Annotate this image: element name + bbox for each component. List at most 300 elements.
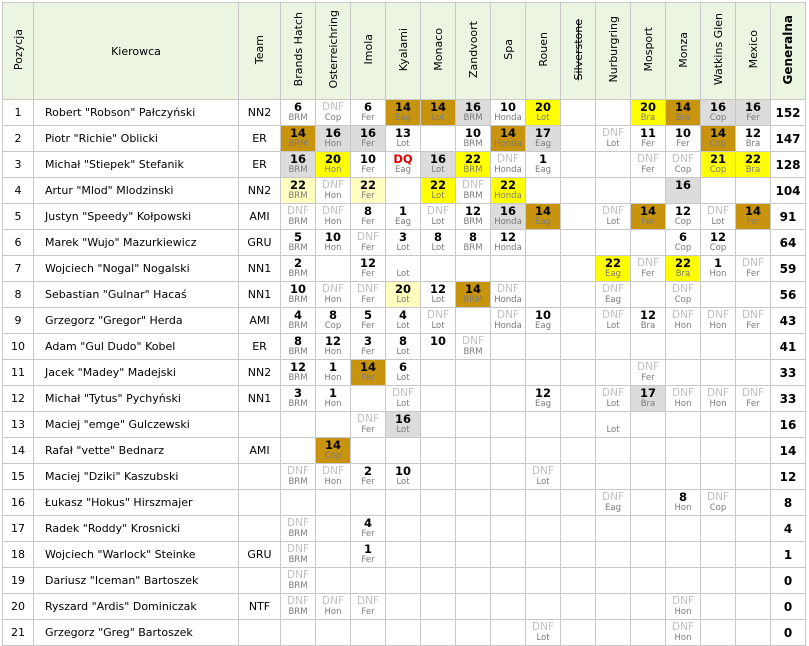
race-result-cell — [386, 412, 421, 438]
race-result-cell — [351, 516, 386, 542]
race-result-cell — [666, 178, 701, 204]
race-result-cell — [631, 204, 666, 230]
table-row — [3, 490, 806, 516]
result-car: BRM — [288, 555, 308, 565]
race-result-cell — [596, 620, 631, 646]
race-result-cell — [456, 386, 491, 412]
race-result-cell — [386, 490, 421, 516]
result-car: Hon — [324, 191, 342, 201]
result-points: 8 — [468, 230, 477, 244]
race-result-cell — [631, 620, 666, 646]
race-result-cell — [316, 308, 351, 334]
result-points: DNF — [322, 101, 344, 113]
race-result-cell — [316, 100, 351, 126]
result-car: Fer — [361, 477, 375, 487]
race-result-cell — [666, 256, 701, 282]
race-result-cell — [281, 386, 316, 412]
total-points-cell: 33 — [771, 386, 806, 412]
race-result-cell — [561, 438, 596, 464]
race-result-cell — [701, 412, 736, 438]
header-race-kyalami: Kyalami — [386, 3, 421, 100]
result-car: Lot — [396, 477, 410, 487]
race-result-cell — [666, 568, 701, 594]
result-points: 8 — [293, 334, 302, 348]
race-result-cell — [561, 620, 596, 646]
result-car: Lot — [711, 217, 725, 227]
result-points: DNF — [637, 361, 659, 373]
result-points: 14 — [674, 100, 691, 114]
race-result-cell — [316, 516, 351, 542]
result-points: DNF — [742, 309, 764, 321]
result-points: 11 — [639, 126, 656, 140]
race-result-cell — [351, 464, 386, 490]
race-result-cell — [701, 620, 736, 646]
result-car: Hon — [674, 399, 692, 409]
race-result-cell — [526, 308, 561, 334]
table-row — [3, 256, 806, 282]
race-result-cell — [701, 516, 736, 542]
race-result-cell — [526, 568, 561, 594]
race-result-cell — [736, 594, 771, 620]
result-points: DNF — [672, 621, 694, 633]
result-points: 20 — [394, 282, 411, 296]
result-car: BRM — [288, 113, 308, 123]
header-row — [3, 3, 806, 100]
result-car: Cop — [709, 165, 727, 175]
position-cell: 11 — [3, 360, 34, 386]
result-car: Bra — [745, 165, 761, 175]
result-points: DNF — [392, 387, 414, 399]
race-result-cell — [456, 542, 491, 568]
result-car: Fer — [361, 269, 375, 279]
team-cell — [239, 490, 281, 516]
race-result-cell — [456, 438, 491, 464]
race-result-cell — [526, 438, 561, 464]
race-result-cell — [736, 308, 771, 334]
race-result-cell — [561, 568, 596, 594]
result-points: 4 — [293, 308, 302, 322]
team-cell: ER — [239, 126, 281, 152]
result-car: Hon — [674, 633, 692, 643]
position-cell: 13 — [3, 412, 34, 438]
race-result-cell — [456, 568, 491, 594]
result-points: DNF — [602, 387, 624, 399]
position-cell: 5 — [3, 204, 34, 230]
race-result-cell — [421, 490, 456, 516]
race-result-cell — [456, 334, 491, 360]
table-row — [3, 204, 806, 230]
race-result-cell — [456, 360, 491, 386]
race-result-cell — [351, 386, 386, 412]
race-result-cell — [736, 360, 771, 386]
result-points: DNF — [707, 309, 729, 321]
driver-name-cell: Artur "Mlod" Mlodzinski — [34, 178, 239, 204]
race-result-cell — [526, 594, 561, 620]
race-result-cell — [736, 438, 771, 464]
table-row — [3, 126, 806, 152]
race-result-cell — [351, 100, 386, 126]
race-result-cell — [351, 490, 386, 516]
result-car: Bra — [640, 113, 656, 123]
result-car: Bra — [675, 269, 691, 279]
result-car: Cop — [674, 165, 692, 175]
position-cell: 4 — [3, 178, 34, 204]
race-result-cell — [351, 542, 386, 568]
result-points: 14 — [744, 204, 761, 218]
result-points: DNF — [497, 309, 519, 321]
race-result-cell — [736, 178, 771, 204]
result-car: Eag — [605, 269, 621, 279]
result-car: Lot — [396, 373, 410, 383]
driver-name-cell: Justyn "Speedy" Kołpowski — [34, 204, 239, 230]
race-result-cell — [421, 438, 456, 464]
result-points: DNF — [322, 283, 344, 295]
result-car: Cop — [674, 217, 692, 227]
race-result-cell — [281, 412, 316, 438]
race-result-cell — [351, 282, 386, 308]
table-row — [3, 438, 806, 464]
position-cell: 14 — [3, 438, 34, 464]
race-result-cell — [631, 438, 666, 464]
result-points: 8 — [678, 490, 687, 504]
table-row — [3, 230, 806, 256]
result-car: BRM — [463, 165, 483, 175]
race-result-cell — [491, 282, 526, 308]
result-car: Eag — [535, 321, 551, 331]
race-result-cell — [386, 126, 421, 152]
result-points: 8 — [328, 308, 337, 322]
header-race-brands-hatch: Brands Hatch — [281, 3, 316, 100]
race-result-cell — [386, 204, 421, 230]
result-points: 12 — [639, 308, 656, 322]
result-points: DNF — [742, 257, 764, 269]
race-result-cell — [561, 464, 596, 490]
result-car: BRM — [288, 477, 308, 487]
result-points: 12 — [289, 360, 306, 374]
result-points: DNF — [322, 465, 344, 477]
race-result-cell — [561, 412, 596, 438]
race-result-cell — [526, 542, 561, 568]
race-result-cell — [701, 230, 736, 256]
race-result-cell — [316, 230, 351, 256]
header-race-spa: Spa — [491, 3, 526, 100]
race-result-cell — [386, 178, 421, 204]
race-result-cell — [491, 516, 526, 542]
result-car: Hon — [709, 321, 727, 331]
race-result-cell — [281, 126, 316, 152]
race-result-cell — [736, 516, 771, 542]
result-points: 14 — [289, 126, 306, 140]
result-points: DNF — [287, 517, 309, 529]
position-cell: 18 — [3, 542, 34, 568]
result-car: Cop — [709, 243, 727, 253]
result-points: DNF — [287, 569, 309, 581]
table-row — [3, 334, 806, 360]
result-car: Fer — [361, 113, 375, 123]
header-race-nurburgring: Nurburgring — [596, 3, 631, 100]
table-row — [3, 100, 806, 126]
race-result-cell — [351, 360, 386, 386]
driver-name-cell: Piotr "Richie" Oblicki — [34, 126, 239, 152]
race-result-cell — [456, 152, 491, 178]
race-result-cell — [491, 204, 526, 230]
result-points: DNF — [322, 595, 344, 607]
race-result-cell — [526, 490, 561, 516]
result-car: Eag — [535, 139, 551, 149]
result-points: 16 — [289, 152, 306, 166]
driver-name-cell: Adam "Gul Dudo" Kobel — [34, 334, 239, 360]
race-result-cell — [526, 204, 561, 230]
standings-table — [2, 2, 806, 646]
result-car: Honda — [494, 113, 522, 123]
position-cell: 20 — [3, 594, 34, 620]
race-result-cell — [456, 464, 491, 490]
race-result-cell — [281, 308, 316, 334]
result-points: DNF — [357, 283, 379, 295]
race-result-cell — [596, 386, 631, 412]
race-result-cell — [351, 568, 386, 594]
result-car: Fer — [361, 425, 375, 435]
race-result-cell — [596, 204, 631, 230]
race-result-cell — [631, 334, 666, 360]
race-result-cell — [701, 282, 736, 308]
race-result-cell — [316, 568, 351, 594]
result-car: Honda — [494, 321, 522, 331]
team-cell: AMI — [239, 308, 281, 334]
result-car: BRM — [288, 529, 308, 539]
result-car: BRM — [288, 269, 308, 279]
result-points: DNF — [497, 283, 519, 295]
result-car: Eag — [395, 165, 411, 175]
result-car: BRM — [463, 347, 483, 357]
result-points: DNF — [287, 465, 309, 477]
race-result-cell — [631, 594, 666, 620]
race-result-cell — [701, 490, 736, 516]
race-result-cell — [386, 360, 421, 386]
result-car: Bra — [675, 113, 691, 123]
race-result-cell — [456, 490, 491, 516]
team-cell: GRU — [239, 542, 281, 568]
result-points — [386, 257, 420, 269]
race-result-cell — [351, 594, 386, 620]
race-result-cell — [281, 360, 316, 386]
result-points: 1 — [398, 204, 407, 218]
race-result-cell — [666, 100, 701, 126]
total-points-cell: 1 — [771, 542, 806, 568]
race-result-cell — [421, 464, 456, 490]
race-result-cell — [666, 204, 701, 230]
team-cell: NTF — [239, 594, 281, 620]
result-car — [666, 191, 700, 201]
race-result-cell — [316, 620, 351, 646]
race-result-cell — [456, 594, 491, 620]
result-points: 16 — [674, 178, 691, 192]
result-points: 5 — [363, 308, 372, 322]
result-car: Lot — [396, 243, 410, 253]
result-points: DNF — [427, 205, 449, 217]
race-result-cell — [281, 464, 316, 490]
result-car: Fer — [641, 165, 655, 175]
race-result-cell — [561, 542, 596, 568]
result-points: 6 — [363, 100, 372, 114]
race-result-cell — [421, 178, 456, 204]
race-result-cell — [281, 542, 316, 568]
result-points: 3 — [363, 334, 372, 348]
result-car: BRM — [463, 295, 483, 305]
team-cell: NN1 — [239, 282, 281, 308]
race-result-cell — [561, 594, 596, 620]
race-result-cell — [421, 126, 456, 152]
race-result-cell — [736, 126, 771, 152]
result-points: DNF — [497, 153, 519, 165]
result-points: DNF — [357, 231, 379, 243]
header-race-zandvoort: Zandvoort — [456, 3, 491, 100]
result-car: Hon — [324, 607, 342, 617]
total-points-cell: 0 — [771, 594, 806, 620]
result-car: BRM — [288, 607, 308, 617]
result-car: Lot — [396, 321, 410, 331]
result-car: Hon — [674, 321, 692, 331]
result-car: BRM — [288, 295, 308, 305]
race-result-cell — [736, 386, 771, 412]
result-points: DNF — [322, 179, 344, 191]
total-points-cell: 91 — [771, 204, 806, 230]
race-result-cell — [596, 568, 631, 594]
race-result-cell — [596, 516, 631, 542]
standings-body — [3, 100, 806, 646]
driver-name-cell: Marek "Wujo" Mazurkiewicz — [34, 230, 239, 256]
position-cell: 6 — [3, 230, 34, 256]
race-result-cell — [421, 386, 456, 412]
race-result-cell — [281, 152, 316, 178]
race-result-cell — [386, 230, 421, 256]
result-car: BRM — [463, 217, 483, 227]
total-points-cell: 0 — [771, 568, 806, 594]
result-car: Lot — [396, 399, 410, 409]
race-result-cell — [281, 256, 316, 282]
result-car: BRM — [288, 191, 308, 201]
result-points: DQ — [393, 152, 413, 166]
race-result-cell — [526, 620, 561, 646]
race-result-cell — [631, 490, 666, 516]
result-points: DNF — [322, 205, 344, 217]
result-car: Lot — [396, 425, 410, 435]
result-car: Lot — [431, 113, 445, 123]
result-car: Fer — [361, 191, 375, 201]
total-points-cell: 64 — [771, 230, 806, 256]
race-result-cell — [736, 568, 771, 594]
result-car: Hon — [709, 399, 727, 409]
race-result-cell — [561, 178, 596, 204]
result-points: DNF — [427, 309, 449, 321]
race-result-cell — [491, 152, 526, 178]
total-points-cell: 59 — [771, 256, 806, 282]
race-result-cell — [596, 490, 631, 516]
result-car: Honda — [494, 165, 522, 175]
header-race-silverstone: Silverstone — [561, 3, 596, 100]
result-points: 14 — [394, 100, 411, 114]
race-result-cell — [281, 568, 316, 594]
result-car: BRM — [288, 217, 308, 227]
race-result-cell — [701, 256, 736, 282]
race-result-cell — [456, 100, 491, 126]
result-car: Eag — [395, 217, 411, 227]
race-result-cell — [631, 360, 666, 386]
team-cell: NN1 — [239, 256, 281, 282]
header-team: Team — [239, 3, 281, 100]
result-car: Hon — [324, 165, 342, 175]
result-points: DNF — [707, 491, 729, 503]
race-result-cell — [456, 230, 491, 256]
race-result-cell — [316, 334, 351, 360]
result-points: 22 — [464, 152, 481, 166]
result-car: Fer — [676, 139, 690, 149]
race-result-cell — [596, 100, 631, 126]
table-row — [3, 178, 806, 204]
race-result-cell — [281, 230, 316, 256]
race-result-cell — [491, 542, 526, 568]
table-row — [3, 412, 806, 438]
race-result-cell — [491, 620, 526, 646]
total-points-cell: 43 — [771, 308, 806, 334]
race-result-cell — [316, 594, 351, 620]
result-points: DNF — [637, 153, 659, 165]
total-points-cell: 12 — [771, 464, 806, 490]
race-result-cell — [491, 334, 526, 360]
driver-name-cell: Grzegorz "Gregor" Herda — [34, 308, 239, 334]
race-result-cell — [526, 256, 561, 282]
result-points: DNF — [602, 491, 624, 503]
race-result-cell — [631, 282, 666, 308]
race-result-cell — [281, 620, 316, 646]
result-points: 10 — [394, 464, 411, 478]
race-result-cell — [666, 230, 701, 256]
driver-name-cell: Maciej "emge" Gulczewski — [34, 412, 239, 438]
result-points: 10 — [429, 334, 446, 348]
result-points: 10 — [534, 308, 551, 322]
result-car: BRM — [463, 113, 483, 123]
race-result-cell — [421, 230, 456, 256]
result-car: Hon — [709, 269, 727, 279]
result-car: Fer — [361, 139, 375, 149]
race-result-cell — [526, 386, 561, 412]
result-points: DNF — [602, 205, 624, 217]
race-result-cell — [316, 542, 351, 568]
total-points-cell: 0 — [771, 620, 806, 646]
result-car — [421, 347, 455, 357]
table-row — [3, 516, 806, 542]
result-car: Hon — [324, 477, 342, 487]
race-result-cell — [631, 412, 666, 438]
total-points-cell: 33 — [771, 360, 806, 386]
race-result-cell — [561, 516, 596, 542]
race-result-cell — [701, 594, 736, 620]
race-result-cell — [456, 204, 491, 230]
race-result-cell — [701, 308, 736, 334]
race-result-cell — [666, 464, 701, 490]
race-result-cell — [421, 360, 456, 386]
result-car: BRM — [288, 399, 308, 409]
result-points: 22 — [499, 178, 516, 192]
race-result-cell — [526, 464, 561, 490]
result-points: 14 — [429, 100, 446, 114]
result-points: 14 — [464, 282, 481, 296]
result-car: Lot — [606, 217, 620, 227]
race-result-cell — [631, 386, 666, 412]
result-car: Hon — [324, 243, 342, 253]
result-car: Eag — [535, 217, 551, 227]
position-cell: 15 — [3, 464, 34, 490]
